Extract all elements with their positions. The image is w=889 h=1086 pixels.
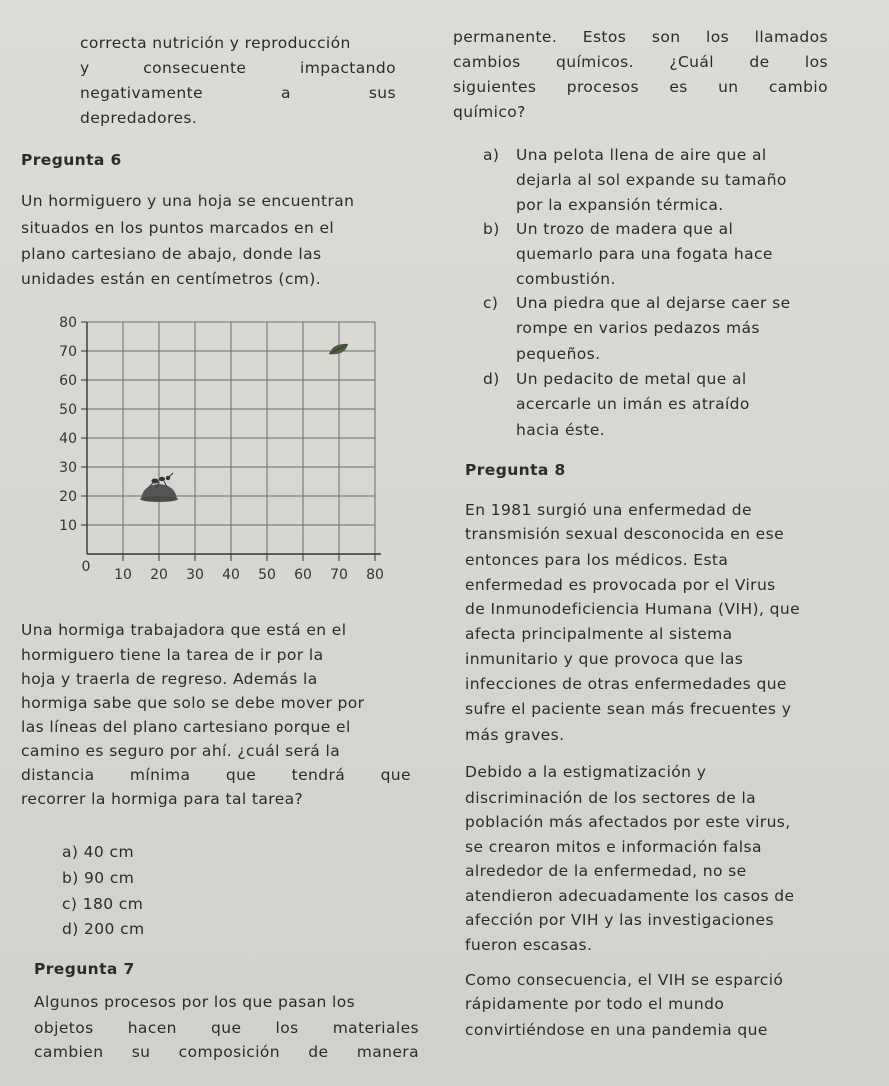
- x-tick-label-30: 30: [186, 567, 204, 583]
- y-tick-label-60: 60: [59, 373, 77, 389]
- y-tick-labels: [59, 315, 77, 534]
- q8-line-17: afección por VIH y las investigaciones: [465, 911, 774, 929]
- q6-question-line-8: recorrer la hormiga para tal tarea?: [21, 790, 304, 808]
- q6-question-line-7: distancia mínima que tendrá que: [21, 766, 411, 784]
- origin-label: 0: [81, 559, 91, 575]
- grid-lines: [87, 322, 375, 554]
- y-tick-label-30: 30: [59, 460, 77, 476]
- x-tick-label-70: 70: [330, 567, 348, 583]
- y-tick-label-50: 50: [59, 402, 77, 418]
- q8-line-9: sufre el paciente sean más frecuentes y: [465, 700, 792, 718]
- x-tick-label-50: 50: [258, 567, 276, 583]
- q7-option-d-line-2: acercarle un imán es atraído: [516, 395, 750, 413]
- q6-question-line-6: camino es seguro por ahí. ¿cuál será la: [21, 742, 341, 760]
- intro-line-2: y consecuente impactando: [80, 59, 396, 77]
- q6-setup-line-3: plano cartesiano de abajo, donde las: [21, 245, 322, 263]
- q7-line-1: Algunos procesos por los que pasan los: [34, 993, 356, 1011]
- q8-line-15: alrededor de la enfermedad, no se: [465, 862, 747, 880]
- x-tick-label-20: 20: [150, 567, 168, 583]
- q6-heading: Pregunta 6: [21, 151, 122, 169]
- q7-cont-line-4: químico?: [453, 103, 526, 121]
- q8-line-6: afecta principalmente al sistema: [465, 625, 733, 643]
- q8-line-13: población más afectados por este virus,: [465, 813, 791, 831]
- q8-line-5: de Inmunodeficiencia Humana (VIH), que: [465, 600, 801, 618]
- x-tick-label-60: 60: [294, 567, 312, 583]
- q7-option-b-letter[interactable]: b): [483, 220, 500, 238]
- y-tick-label-40: 40: [59, 431, 77, 447]
- q7-option-c-line-2: rompe en varios pedazos más: [516, 319, 760, 337]
- q7-line-3: cambien su composición de manera: [34, 1043, 419, 1061]
- q8-line-4: enfermedad es provocada por el Virus: [465, 576, 776, 594]
- q7-option-c-letter[interactable]: c): [483, 294, 499, 312]
- intro-line-4: depredadores.: [80, 109, 198, 127]
- q8-line-3: entonces para los médicos. Esta: [465, 551, 729, 569]
- q6-option-d[interactable]: d) 200 cm: [62, 920, 145, 938]
- q8-line-16: atendieron adecuadamente los casos de: [465, 887, 795, 905]
- q8-line-20: rápidamente por todo el mundo: [465, 995, 725, 1013]
- q6-question-line-2: hormiguero tiene la tarea de ir por la: [21, 646, 324, 664]
- q8-line-8: infecciones de otras enfermedades que: [465, 675, 787, 693]
- q6-option-a[interactable]: a) 40 cm: [62, 843, 134, 861]
- q8-line-19: Como consecuencia, el VIH se esparció: [465, 971, 784, 989]
- q7-option-c-line-3: pequeños.: [516, 345, 601, 363]
- x-tick-label-40: 40: [222, 567, 240, 583]
- y-tick-label-10: 10: [59, 518, 77, 534]
- q8-line-14: se crearon mitos e información falsa: [465, 838, 762, 856]
- y-tick-label-20: 20: [59, 489, 77, 505]
- q7-option-a-line-2: dejarla al sol expande su tamaño: [516, 171, 787, 189]
- q7-option-a-line-3: por la expansión térmica.: [516, 196, 724, 214]
- q7-option-b-line-2: quemarlo para una fogata hace: [516, 245, 773, 263]
- y-tick-label-70: 70: [59, 344, 77, 360]
- q7-option-b-line-3: combustión.: [516, 270, 616, 288]
- q8-heading: Pregunta 8: [465, 461, 566, 479]
- y-tick-label-80: 80: [59, 315, 77, 331]
- q6-question-line-4: hormiga sabe que solo se debe mover por: [21, 694, 365, 712]
- q6-option-b[interactable]: b) 90 cm: [62, 869, 135, 887]
- x-tick-labels: [114, 567, 384, 583]
- q7-option-d-letter[interactable]: d): [483, 370, 500, 388]
- q7-cont-line-1: permanente. Estos son los llamados: [453, 28, 828, 46]
- q7-option-d-line-1: Un pedacito de metal que al: [516, 370, 747, 388]
- intro-line-1: correcta nutrición y reproducción: [80, 34, 351, 52]
- x-tick-label-10: 10: [114, 567, 132, 583]
- q7-option-a-line-1: Una pelota llena de aire que al: [516, 146, 767, 164]
- q6-question-line-3: hoja y traerla de regreso. Además la: [21, 670, 318, 688]
- q7-option-b-line-1: Un trozo de madera que al: [516, 220, 734, 238]
- q8-line-2: transmisión sexual desconocida en ese: [465, 525, 785, 543]
- q7-cont-line-3: siguientes procesos es un cambio: [453, 78, 828, 96]
- q6-option-c[interactable]: c) 180 cm: [62, 895, 144, 913]
- q8-line-1: En 1981 surgió una enfermedad de: [465, 501, 752, 519]
- q6-question-line-1: Una hormiga trabajadora que está en el: [21, 621, 347, 639]
- q7-option-c-line-1: Una piedra que al dejarse caer se: [516, 294, 791, 312]
- q7-option-a-letter[interactable]: a): [483, 146, 500, 164]
- cartesian-plane: [40, 302, 400, 592]
- x-tick-label-80: 80: [366, 567, 384, 583]
- q8-line-21: convirtiéndose en una pandemia que: [465, 1021, 768, 1039]
- q6-setup-line-1: Un hormiguero y una hoja se encuentran: [21, 192, 355, 210]
- q7-heading: Pregunta 7: [34, 960, 135, 978]
- q8-line-11: Debido a la estigmatización y: [465, 763, 707, 781]
- q8-line-18: fueron escasas.: [465, 936, 593, 954]
- q7-line-2: objetos hacen que los materiales: [34, 1019, 419, 1037]
- q6-setup-line-4: unidades están en centímetros (cm).: [21, 270, 322, 288]
- q8-line-12: discriminación de los sectores de la: [465, 789, 757, 807]
- q8-line-10: más graves.: [465, 726, 565, 744]
- q8-line-7: inmunitario y que provoca que las: [465, 650, 744, 668]
- intro-line-3: negativamente a sus: [80, 84, 396, 102]
- q6-setup-line-2: situados en los puntos marcados en el: [21, 219, 335, 237]
- q7-cont-line-2: cambios químicos. ¿Cuál de los: [453, 53, 828, 71]
- q7-option-d-line-3: hacia éste.: [516, 421, 606, 439]
- leaf-icon: [329, 344, 348, 354]
- q6-question-line-5: las líneas del plano cartesiano porque el: [21, 718, 351, 736]
